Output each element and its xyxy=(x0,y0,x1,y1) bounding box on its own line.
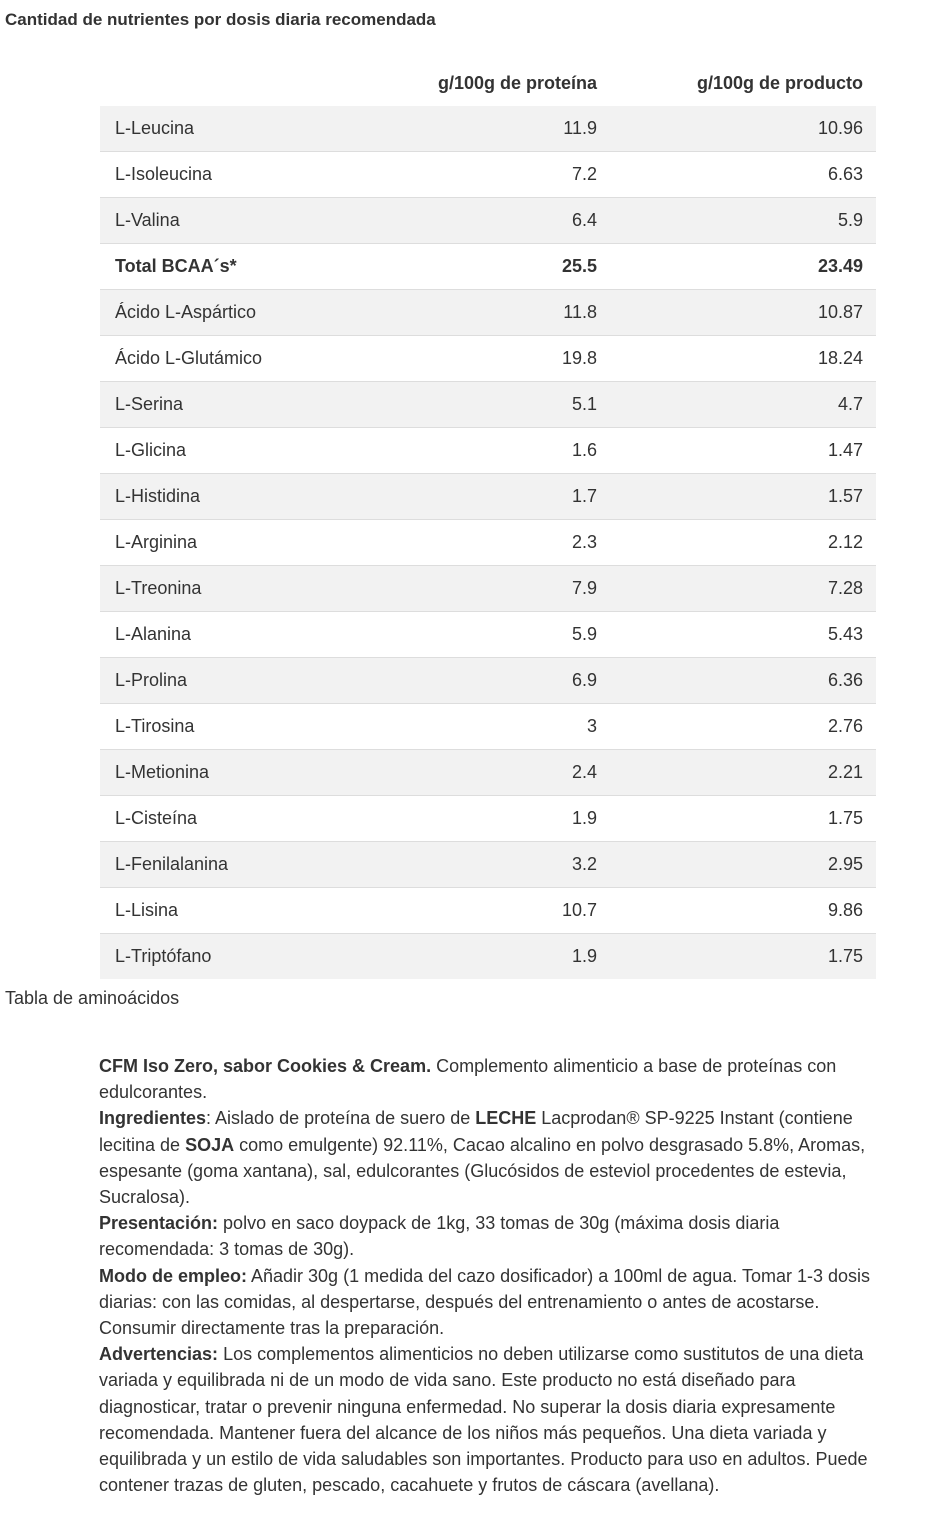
table-row xyxy=(100,244,876,290)
product-value-cell: 2.21 xyxy=(610,750,876,796)
product-value-cell: 7.28 xyxy=(610,566,876,612)
nutrient-name-cell: L-Lisina xyxy=(100,888,370,934)
warnings-label: Advertencias: xyxy=(99,1344,219,1365)
nutrient-name-cell: L-Isoleucina xyxy=(100,152,370,198)
protein-value-cell: 5.1 xyxy=(370,382,610,428)
nutrient-name-cell: L-Alanina xyxy=(100,612,370,658)
protein-value-cell: 3.2 xyxy=(370,842,610,888)
protein-value-cell: 10.7 xyxy=(370,888,610,934)
header-nutrient xyxy=(100,61,370,106)
product-value-cell: 6.63 xyxy=(610,152,876,198)
product-value-cell: 1.75 xyxy=(610,934,876,980)
table-row xyxy=(100,750,876,796)
protein-value-cell: 6.4 xyxy=(370,198,610,244)
warnings-text: Los complementos alimenticios no deben utilizarse como sustitutos de una dieta variada y equilibrada ni de un modo de vida sano. Este producto no está diseñado para diagnosticar, tratar o prevenir ninguna enfermedad. No superar la dosis diaria expresamente recomendada. Mantener fuera del alcance de los niños más pequeños. Una dieta variada y equilibrada y un estilo de vida saludables son importantes. Producto para uso en adultos. Puede contener trazas de gluten, pescado, cacahuete y frutos de cáscara (avellana). xyxy=(99,1344,868,1496)
table-row xyxy=(100,658,876,704)
product-value-cell: 6.36 xyxy=(610,658,876,704)
presentation-label: Presentación: xyxy=(99,1213,219,1234)
protein-value-cell: 2.3 xyxy=(370,520,610,566)
protein-value-cell: 1.9 xyxy=(370,796,610,842)
product-value-cell: 2.95 xyxy=(610,842,876,888)
protein-value-cell: 1.9 xyxy=(370,934,610,980)
product-value-cell: 1.57 xyxy=(610,474,876,520)
table-row xyxy=(100,428,876,474)
product-text: Complemento alimenticio a base de proteínas con edulcorantes. xyxy=(99,1056,837,1103)
table-row xyxy=(100,842,876,888)
protein-value-cell: 1.7 xyxy=(370,474,610,520)
product-value-cell: 4.7 xyxy=(610,382,876,428)
table-row xyxy=(100,612,876,658)
product-value-cell: 18.24 xyxy=(610,336,876,382)
product-value-cell: 1.47 xyxy=(610,428,876,474)
protein-value-cell: 19.8 xyxy=(370,336,610,382)
nutrient-name-cell: L-Cisteína xyxy=(100,796,370,842)
header-per-protein: g/100g de proteína xyxy=(437,73,597,93)
product-value-cell: 2.76 xyxy=(610,704,876,750)
product-value-cell: 5.9 xyxy=(610,198,876,244)
ingredients-paragraph xyxy=(99,1105,889,1210)
ingredients-text: : Aislado de proteína de suero de xyxy=(206,1108,476,1129)
product-value-cell: 9.86 xyxy=(610,888,876,934)
nutrient-name-cell: L-Serina xyxy=(100,382,370,428)
table-row xyxy=(100,290,876,336)
table-row xyxy=(100,704,876,750)
table-row xyxy=(100,382,876,428)
nutrient-name-cell: L-Triptófano xyxy=(100,934,370,980)
ingredients-text: como emulgente) 92.11%, Cacao alcalino en polvo desgrasado 5.8%, Aromas, espesante (goma xantana), sal, edulcorantes (Glucósidos de esteviol procedentes de estevia, Sucralosa). xyxy=(99,1134,866,1208)
table-header-row xyxy=(100,61,876,106)
nutrient-name-cell: Ácido L-Aspártico xyxy=(100,290,370,336)
allergen-milk: LECHE xyxy=(475,1108,537,1129)
nutrient-name-cell: L-Tirosina xyxy=(100,704,370,750)
amino-acid-table xyxy=(100,61,876,979)
nutrient-name-cell: Ácido L-Glutámico xyxy=(100,336,370,382)
table-row xyxy=(100,336,876,382)
product-value-cell: 23.49 xyxy=(610,244,876,290)
allergen-soy: SOJA xyxy=(185,1134,235,1155)
product-value-cell: 2.12 xyxy=(610,520,876,566)
nutrient-name-cell: L-Metionina xyxy=(100,750,370,796)
protein-value-cell: 7.2 xyxy=(370,152,610,198)
table-row xyxy=(100,106,876,152)
nutrient-name-cell: L-Treonina xyxy=(100,566,370,612)
table-row xyxy=(100,152,876,198)
protein-value-cell: 5.9 xyxy=(370,612,610,658)
product-value-cell: 10.87 xyxy=(610,290,876,336)
protein-value-cell: 6.9 xyxy=(370,658,610,704)
table-row xyxy=(100,198,876,244)
nutrient-name-cell: L-Histidina xyxy=(100,474,370,520)
product-paragraph xyxy=(99,1053,889,1105)
product-name: CFM Iso Zero, sabor Cookies & Cream. xyxy=(99,1056,432,1076)
usage-paragraph xyxy=(99,1263,889,1342)
warnings-paragraph xyxy=(99,1341,889,1498)
product-description xyxy=(99,1053,889,1498)
nutrient-name-cell: L-Valina xyxy=(100,198,370,244)
protein-value-cell: 1.6 xyxy=(370,428,610,474)
protein-value-cell: 2.4 xyxy=(370,750,610,796)
nutrient-name-cell: L-Glicina xyxy=(100,428,370,474)
table-row xyxy=(100,474,876,520)
nutrient-name-cell: Total BCAA´s* xyxy=(100,244,370,290)
protein-value-cell: 11.9 xyxy=(370,106,610,152)
ingredients-label: Ingredientes xyxy=(99,1108,207,1129)
table-row xyxy=(100,934,876,980)
protein-value-cell: 3 xyxy=(370,704,610,750)
table-row xyxy=(100,888,876,934)
protein-value-cell: 7.9 xyxy=(370,566,610,612)
page-heading: Cantidad de nutrientes por dosis diaria recomendada xyxy=(5,10,436,29)
presentation-text: polvo en saco doypack de 1kg, 33 tomas de 30g (máxima dosis diaria recomendada: 3 tomas de 30g). xyxy=(99,1213,780,1260)
ingredients-text: Lacprodan® SP-9225 Instant (contiene lecitina de xyxy=(99,1108,853,1155)
product-value-cell: 10.96 xyxy=(610,106,876,152)
table-caption: Tabla de aminoácidos xyxy=(5,988,180,1008)
nutrient-name-cell: L-Arginina xyxy=(100,520,370,566)
header-per-product: g/100g de producto xyxy=(696,73,863,93)
presentation-paragraph xyxy=(99,1210,889,1262)
usage-text: Añadir 30g (1 medida del cazo dosificador) a 100ml de agua. Tomar 1-3 dosis diarias: con las comidas, al despertarse, después del entrenamiento o antes de acostarse. Consumir directamente tras la preparación. xyxy=(99,1265,871,1339)
table-row xyxy=(100,566,876,612)
product-value-cell: 1.75 xyxy=(610,796,876,842)
product-value-cell: 5.43 xyxy=(610,612,876,658)
nutrient-name-cell: L-Prolina xyxy=(100,658,370,704)
nutrient-name-cell: L-Leucina xyxy=(100,106,370,152)
usage-label: Modo de empleo: xyxy=(99,1265,247,1286)
table-row xyxy=(100,796,876,842)
table-row xyxy=(100,520,876,566)
protein-value-cell: 11.8 xyxy=(370,290,610,336)
amino-acid-table-container xyxy=(100,61,876,979)
protein-value-cell: 25.5 xyxy=(370,244,610,290)
nutrient-name-cell: L-Fenilalanina xyxy=(100,842,370,888)
